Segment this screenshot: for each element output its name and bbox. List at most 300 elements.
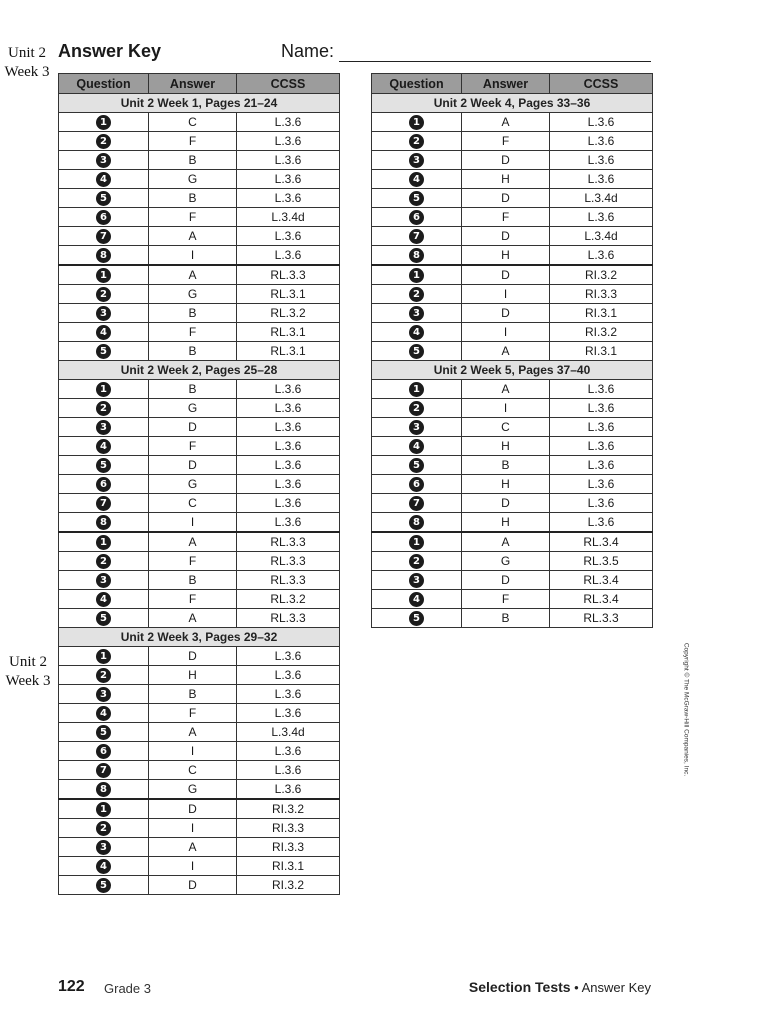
question-number-badge: 3 bbox=[96, 153, 111, 168]
ccss-cell: RI.3.3 bbox=[550, 285, 653, 304]
question-cell bbox=[59, 418, 149, 437]
ccss-cell: RI.3.1 bbox=[550, 304, 653, 323]
question-number-badge: 1 bbox=[409, 535, 424, 550]
margin-note-unit: Unit 2 bbox=[8, 45, 46, 61]
answer-cell: B bbox=[149, 571, 237, 590]
answer-cell: F bbox=[149, 323, 237, 342]
question-cell bbox=[372, 494, 462, 513]
table-row bbox=[59, 399, 340, 418]
ccss-cell: L.3.6 bbox=[550, 456, 653, 475]
ccss-cell: L.3.6 bbox=[237, 666, 340, 685]
column-header-question: Question bbox=[59, 74, 149, 94]
ccss-cell: RI.3.2 bbox=[237, 876, 340, 895]
ccss-cell: L.3.6 bbox=[237, 437, 340, 456]
answer-cell: D bbox=[462, 151, 550, 170]
answer-cell: D bbox=[149, 799, 237, 819]
table-row bbox=[59, 265, 340, 285]
question-cell bbox=[59, 342, 149, 361]
table-row bbox=[372, 552, 653, 571]
question-cell bbox=[59, 761, 149, 780]
table-row bbox=[372, 532, 653, 552]
question-cell bbox=[59, 323, 149, 342]
question-cell bbox=[372, 418, 462, 437]
question-number-badge: 2 bbox=[96, 668, 111, 683]
question-cell bbox=[372, 170, 462, 189]
ccss-cell: L.3.6 bbox=[550, 380, 653, 399]
table-row bbox=[59, 704, 340, 723]
ccss-cell: RL.3.4 bbox=[550, 571, 653, 590]
table-row bbox=[59, 819, 340, 838]
question-cell bbox=[372, 132, 462, 151]
question-number-badge: 2 bbox=[96, 821, 111, 836]
table-row bbox=[372, 399, 653, 418]
answer-cell: I bbox=[149, 819, 237, 838]
table-row bbox=[372, 456, 653, 475]
answer-cell: D bbox=[462, 265, 550, 285]
ccss-cell: L.3.6 bbox=[550, 246, 653, 266]
ccss-cell: L.3.6 bbox=[550, 399, 653, 418]
table-row bbox=[59, 304, 340, 323]
table-row bbox=[372, 513, 653, 533]
ccss-cell: RL.3.3 bbox=[237, 552, 340, 571]
answer-cell: B bbox=[149, 304, 237, 323]
question-number-badge: 5 bbox=[96, 344, 111, 359]
answer-cell: G bbox=[149, 475, 237, 494]
table-row bbox=[59, 723, 340, 742]
question-cell bbox=[372, 113, 462, 132]
question-cell bbox=[372, 285, 462, 304]
question-number-badge: 3 bbox=[96, 573, 111, 588]
answer-cell: H bbox=[462, 170, 550, 189]
question-number-badge: 7 bbox=[96, 496, 111, 511]
question-number-badge: 3 bbox=[409, 573, 424, 588]
table-row bbox=[59, 246, 340, 266]
question-number-badge: 1 bbox=[96, 382, 111, 397]
table-row bbox=[59, 113, 340, 132]
question-cell bbox=[59, 113, 149, 132]
margin-note-top bbox=[4, 44, 50, 82]
question-cell bbox=[59, 666, 149, 685]
question-number-badge: 4 bbox=[409, 325, 424, 340]
ccss-cell: L.3.6 bbox=[237, 513, 340, 533]
question-number-badge: 4 bbox=[96, 706, 111, 721]
section-header-row bbox=[59, 628, 340, 647]
answer-cell: F bbox=[149, 132, 237, 151]
question-cell bbox=[59, 857, 149, 876]
table-row bbox=[372, 265, 653, 285]
table-row bbox=[372, 475, 653, 494]
question-cell bbox=[59, 819, 149, 838]
question-number-badge: 1 bbox=[96, 115, 111, 130]
ccss-cell: RL.3.3 bbox=[237, 609, 340, 628]
ccss-cell: L.3.6 bbox=[550, 170, 653, 189]
table-row bbox=[59, 647, 340, 666]
answer-cell: D bbox=[462, 227, 550, 246]
question-number-badge: 3 bbox=[96, 840, 111, 855]
answer-table-left bbox=[58, 73, 340, 895]
answer-cell: C bbox=[149, 761, 237, 780]
table-row bbox=[372, 227, 653, 246]
ccss-cell: RL.3.1 bbox=[237, 323, 340, 342]
question-cell bbox=[59, 799, 149, 819]
question-cell bbox=[59, 380, 149, 399]
ccss-cell: L.3.4d bbox=[237, 208, 340, 227]
answer-cell: A bbox=[149, 609, 237, 628]
ccss-cell: L.3.4d bbox=[550, 227, 653, 246]
question-number-badge: 5 bbox=[409, 458, 424, 473]
ccss-cell: L.3.6 bbox=[237, 456, 340, 475]
question-number-badge: 2 bbox=[96, 287, 111, 302]
ccss-cell: L.3.6 bbox=[237, 494, 340, 513]
question-number-badge: 4 bbox=[96, 325, 111, 340]
answer-cell: F bbox=[462, 208, 550, 227]
table-row bbox=[372, 380, 653, 399]
ccss-cell: RI.3.3 bbox=[237, 819, 340, 838]
question-number-badge: 1 bbox=[409, 268, 424, 283]
answer-cell: H bbox=[462, 437, 550, 456]
answer-cell: A bbox=[462, 113, 550, 132]
question-cell bbox=[59, 685, 149, 704]
table-row bbox=[372, 437, 653, 456]
section-header-row bbox=[372, 94, 653, 113]
answer-cell: A bbox=[149, 838, 237, 857]
ccss-cell: L.3.6 bbox=[550, 151, 653, 170]
table-row bbox=[372, 571, 653, 590]
question-cell bbox=[372, 532, 462, 552]
question-number-badge: 4 bbox=[409, 439, 424, 454]
ccss-cell: L.3.6 bbox=[550, 132, 653, 151]
question-cell bbox=[59, 590, 149, 609]
margin-note-middle bbox=[4, 653, 52, 691]
column-header-question: Question bbox=[372, 74, 462, 94]
ccss-cell: RL.3.1 bbox=[237, 285, 340, 304]
question-number-badge: 2 bbox=[96, 554, 111, 569]
answer-cell: I bbox=[149, 742, 237, 761]
question-cell bbox=[372, 304, 462, 323]
table-row bbox=[59, 590, 340, 609]
ccss-cell: RL.3.3 bbox=[237, 532, 340, 552]
ccss-cell: RL.3.5 bbox=[550, 552, 653, 571]
question-cell bbox=[59, 838, 149, 857]
answer-cell: A bbox=[149, 265, 237, 285]
grade-label: Grade 3 bbox=[104, 981, 151, 996]
question-cell bbox=[372, 590, 462, 609]
question-number-badge: 8 bbox=[96, 248, 111, 263]
question-number-badge: 5 bbox=[96, 458, 111, 473]
table-row bbox=[59, 799, 340, 819]
question-cell bbox=[59, 876, 149, 895]
ccss-cell: L.3.6 bbox=[550, 475, 653, 494]
answer-cell: D bbox=[149, 647, 237, 666]
table-row bbox=[372, 246, 653, 266]
answer-cell: D bbox=[462, 494, 550, 513]
ccss-cell: RL.3.4 bbox=[550, 532, 653, 552]
ccss-cell: L.3.6 bbox=[237, 151, 340, 170]
question-cell bbox=[59, 151, 149, 170]
table-row bbox=[59, 208, 340, 227]
question-cell bbox=[372, 265, 462, 285]
table-row bbox=[372, 208, 653, 227]
question-number-badge: 1 bbox=[96, 802, 111, 817]
answer-cell: B bbox=[462, 456, 550, 475]
question-number-badge: 3 bbox=[96, 306, 111, 321]
ccss-cell: L.3.6 bbox=[550, 494, 653, 513]
question-number-badge: 5 bbox=[409, 344, 424, 359]
column-header-ccss: CCSS bbox=[237, 74, 340, 94]
ccss-cell: L.3.6 bbox=[237, 227, 340, 246]
section-title: Unit 2 Week 5, Pages 37–40 bbox=[372, 361, 653, 380]
question-cell bbox=[59, 609, 149, 628]
table-row bbox=[59, 876, 340, 895]
question-cell bbox=[59, 494, 149, 513]
question-cell bbox=[372, 380, 462, 399]
table-row bbox=[59, 437, 340, 456]
ccss-cell: RI.3.2 bbox=[550, 265, 653, 285]
table-row bbox=[372, 189, 653, 208]
question-number-badge: 7 bbox=[409, 496, 424, 511]
answer-cell: D bbox=[462, 189, 550, 208]
question-cell bbox=[59, 265, 149, 285]
question-number-badge: 1 bbox=[409, 382, 424, 397]
answer-cell: F bbox=[149, 590, 237, 609]
table-row bbox=[59, 838, 340, 857]
table-row bbox=[59, 285, 340, 304]
table-row bbox=[372, 609, 653, 628]
table-row bbox=[59, 151, 340, 170]
question-number-badge: 3 bbox=[409, 420, 424, 435]
name-field-line[interactable] bbox=[339, 61, 651, 62]
question-cell bbox=[59, 552, 149, 571]
ccss-cell: RL.3.3 bbox=[237, 265, 340, 285]
page-number: 122 bbox=[58, 978, 85, 995]
question-number-badge: 7 bbox=[96, 229, 111, 244]
question-number-badge: 5 bbox=[96, 725, 111, 740]
question-cell bbox=[372, 437, 462, 456]
table-row bbox=[59, 666, 340, 685]
ccss-cell: L.3.6 bbox=[237, 761, 340, 780]
question-number-badge: 7 bbox=[96, 763, 111, 778]
ccss-cell: L.3.6 bbox=[237, 170, 340, 189]
question-cell bbox=[372, 456, 462, 475]
ccss-cell: RL.3.2 bbox=[237, 590, 340, 609]
answer-cell: D bbox=[149, 876, 237, 895]
question-cell bbox=[59, 723, 149, 742]
answer-cell: C bbox=[149, 494, 237, 513]
question-cell bbox=[59, 475, 149, 494]
answer-cell: I bbox=[149, 513, 237, 533]
question-number-badge: 5 bbox=[96, 878, 111, 893]
table-row bbox=[372, 285, 653, 304]
question-number-badge: 6 bbox=[96, 477, 111, 492]
table-row bbox=[372, 323, 653, 342]
section-title: Unit 2 Week 2, Pages 25–28 bbox=[59, 361, 340, 380]
table-row bbox=[59, 761, 340, 780]
question-cell bbox=[59, 208, 149, 227]
name-label: Name: bbox=[281, 41, 335, 61]
answer-cell: D bbox=[462, 304, 550, 323]
question-cell bbox=[59, 189, 149, 208]
table-row bbox=[372, 590, 653, 609]
ccss-cell: RL.3.4 bbox=[550, 590, 653, 609]
answer-cell: G bbox=[149, 285, 237, 304]
table-row bbox=[372, 132, 653, 151]
question-cell bbox=[372, 323, 462, 342]
answer-cell: I bbox=[462, 285, 550, 304]
question-number-badge: 4 bbox=[96, 592, 111, 607]
ccss-cell: L.3.6 bbox=[237, 780, 340, 800]
question-number-badge: 4 bbox=[96, 859, 111, 874]
footer-subsection: Answer Key bbox=[581, 980, 651, 995]
question-cell bbox=[59, 227, 149, 246]
answer-cell: A bbox=[462, 532, 550, 552]
ccss-cell: L.3.6 bbox=[550, 208, 653, 227]
table-row bbox=[59, 552, 340, 571]
ccss-cell: L.3.6 bbox=[237, 704, 340, 723]
question-cell bbox=[59, 780, 149, 800]
answer-cell: H bbox=[462, 246, 550, 266]
question-number-badge: 3 bbox=[96, 420, 111, 435]
answer-cell: A bbox=[149, 532, 237, 552]
question-number-badge: 7 bbox=[409, 229, 424, 244]
table-row bbox=[59, 418, 340, 437]
ccss-cell: L.3.6 bbox=[237, 380, 340, 399]
ccss-cell: L.3.6 bbox=[237, 189, 340, 208]
ccss-cell: L.3.6 bbox=[237, 399, 340, 418]
section-title: Unit 2 Week 1, Pages 21–24 bbox=[59, 94, 340, 113]
answer-cell: H bbox=[149, 666, 237, 685]
question-cell bbox=[59, 399, 149, 418]
question-cell bbox=[372, 571, 462, 590]
answer-cell: G bbox=[149, 780, 237, 800]
table-row bbox=[59, 532, 340, 552]
answer-cell: I bbox=[462, 399, 550, 418]
question-cell bbox=[372, 246, 462, 266]
question-cell bbox=[59, 304, 149, 323]
answer-table-right bbox=[371, 73, 653, 628]
answer-cell: F bbox=[149, 437, 237, 456]
ccss-cell: L.3.6 bbox=[237, 113, 340, 132]
table-row bbox=[59, 380, 340, 399]
ccss-cell: RI.3.2 bbox=[550, 323, 653, 342]
ccss-cell: L.3.6 bbox=[550, 437, 653, 456]
footer-bullet: • bbox=[570, 980, 582, 995]
table-row bbox=[372, 113, 653, 132]
table-row bbox=[59, 227, 340, 246]
ccss-cell: L.3.6 bbox=[550, 113, 653, 132]
column-header-answer: Answer bbox=[462, 74, 550, 94]
answer-cell: D bbox=[462, 571, 550, 590]
section-title: Unit 2 Week 4, Pages 33–36 bbox=[372, 94, 653, 113]
table-row bbox=[59, 742, 340, 761]
question-cell bbox=[372, 399, 462, 418]
ccss-cell: L.3.6 bbox=[237, 132, 340, 151]
section-header-row bbox=[59, 361, 340, 380]
table-row bbox=[59, 609, 340, 628]
ccss-cell: L.3.6 bbox=[550, 418, 653, 437]
question-number-badge: 5 bbox=[96, 611, 111, 626]
ccss-cell: RL.3.3 bbox=[550, 609, 653, 628]
ccss-cell: L.3.6 bbox=[550, 513, 653, 533]
question-number-badge: 3 bbox=[409, 306, 424, 321]
table-row bbox=[59, 513, 340, 533]
question-number-badge: 1 bbox=[96, 649, 111, 664]
answer-cell: B bbox=[462, 609, 550, 628]
question-number-badge: 5 bbox=[96, 191, 111, 206]
section-title: Unit 2 Week 3, Pages 29–32 bbox=[59, 628, 340, 647]
question-number-badge: 2 bbox=[409, 554, 424, 569]
question-cell bbox=[372, 475, 462, 494]
column-header-answer: Answer bbox=[149, 74, 237, 94]
question-cell bbox=[372, 552, 462, 571]
question-cell bbox=[59, 742, 149, 761]
table-row bbox=[59, 342, 340, 361]
table-row bbox=[59, 323, 340, 342]
ccss-cell: L.3.4d bbox=[237, 723, 340, 742]
answer-cell: F bbox=[149, 552, 237, 571]
column-header-ccss: CCSS bbox=[550, 74, 653, 94]
ccss-cell: L.3.6 bbox=[237, 742, 340, 761]
page-title: Answer Key bbox=[58, 41, 162, 61]
table-row bbox=[372, 151, 653, 170]
question-number-badge: 8 bbox=[96, 782, 111, 797]
answer-cell: C bbox=[149, 113, 237, 132]
question-number-badge: 8 bbox=[96, 515, 111, 530]
margin-note-week: Week 3 bbox=[5, 673, 51, 689]
table-row bbox=[59, 189, 340, 208]
ccss-cell: RI.3.2 bbox=[237, 799, 340, 819]
answer-cell: G bbox=[149, 170, 237, 189]
answer-cell: B bbox=[149, 342, 237, 361]
question-cell bbox=[59, 132, 149, 151]
answer-cell: A bbox=[149, 227, 237, 246]
question-number-badge: 1 bbox=[409, 115, 424, 130]
answer-cell: A bbox=[149, 723, 237, 742]
question-cell bbox=[59, 246, 149, 266]
question-cell bbox=[59, 285, 149, 304]
table-row bbox=[372, 304, 653, 323]
question-number-badge: 2 bbox=[96, 401, 111, 416]
section-header-row bbox=[372, 361, 653, 380]
copyright-text: Copyright © The McGraw-Hill Companies, Inc. bbox=[682, 642, 690, 777]
question-number-badge: 6 bbox=[96, 744, 111, 759]
ccss-cell: L.3.6 bbox=[237, 685, 340, 704]
question-cell bbox=[372, 208, 462, 227]
question-cell bbox=[59, 456, 149, 475]
table-row bbox=[59, 685, 340, 704]
answer-cell: C bbox=[462, 418, 550, 437]
table-row bbox=[372, 342, 653, 361]
table-row bbox=[372, 170, 653, 189]
question-number-badge: 1 bbox=[96, 535, 111, 550]
question-cell bbox=[59, 704, 149, 723]
table-row bbox=[59, 780, 340, 800]
question-cell bbox=[372, 189, 462, 208]
question-cell bbox=[372, 342, 462, 361]
ccss-cell: RI.3.1 bbox=[237, 857, 340, 876]
answer-cell: D bbox=[149, 456, 237, 475]
answer-cell: B bbox=[149, 189, 237, 208]
table-row bbox=[59, 456, 340, 475]
answer-cell: A bbox=[462, 380, 550, 399]
ccss-cell: L.3.6 bbox=[237, 418, 340, 437]
table-row bbox=[59, 494, 340, 513]
ccss-cell: L.3.4d bbox=[550, 189, 653, 208]
question-number-badge: 3 bbox=[409, 153, 424, 168]
answer-cell: F bbox=[462, 132, 550, 151]
question-number-badge: 2 bbox=[409, 401, 424, 416]
question-number-badge: 6 bbox=[409, 477, 424, 492]
question-number-badge: 5 bbox=[409, 611, 424, 626]
